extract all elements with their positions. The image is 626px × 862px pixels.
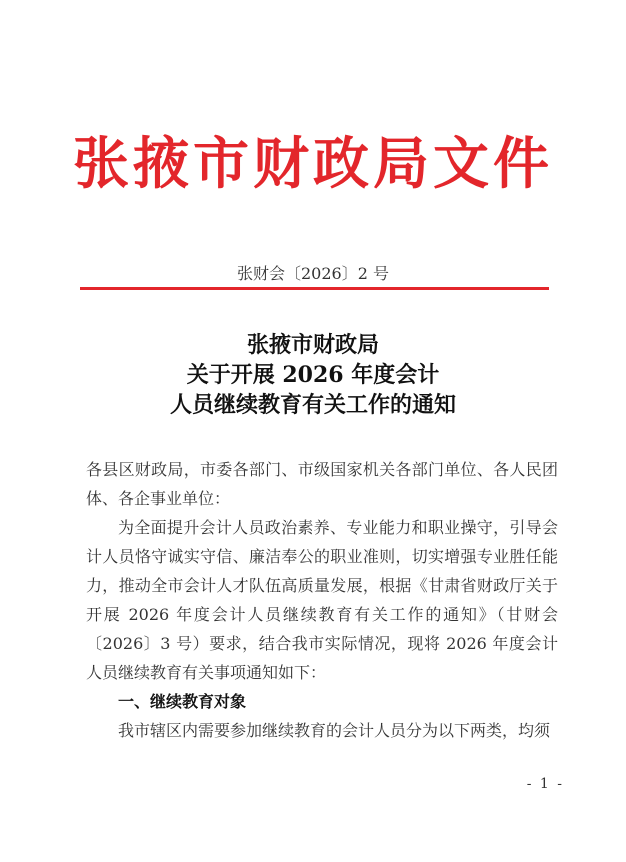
document-number: 张财会〔2026〕2 号 [237, 264, 389, 283]
intro-paragraph: 为全面提升会计人员政治素养、专业能力和职业操守，引导会计人员恪守诚实守信、廉洁奉公的职业准则，切实增强专业胜任能力，推动全市会计人才队伍高质量发展，根据《甘肃省财政厅关于开展 2026 年度会计人员继续教育有关工作的通知》（甘财会〔2026〕3 号）要求，结合我市实际情况，现将 2026 年度会计人员继续教育有关事项通知如下： [86, 518, 558, 682]
page-number: - 1 - [526, 776, 564, 792]
section-1-paragraph: 我市辖区内需要参加继续教育的会计人员分为以下两类，均须 [118, 721, 551, 740]
addressee-paragraph: 各县区财政局，市委各部门、市级国家机关各部门单位、各人民团体、各企事业单位： [86, 460, 558, 508]
notice-title-line-1: 张掖市财政局 [246, 332, 379, 358]
document-body [86, 455, 558, 745]
header-red-rule [80, 287, 549, 290]
notice-title [0, 330, 626, 420]
section-1-heading: 一、继续教育对象 [118, 692, 247, 711]
notice-title-line-3: 人员继续教育有关工作的通知 [169, 392, 456, 418]
notice-title-line-2: 关于开展 2026 年度会计 [186, 362, 440, 388]
issuer-header-title: 张掖市财政局文件 [73, 131, 553, 197]
